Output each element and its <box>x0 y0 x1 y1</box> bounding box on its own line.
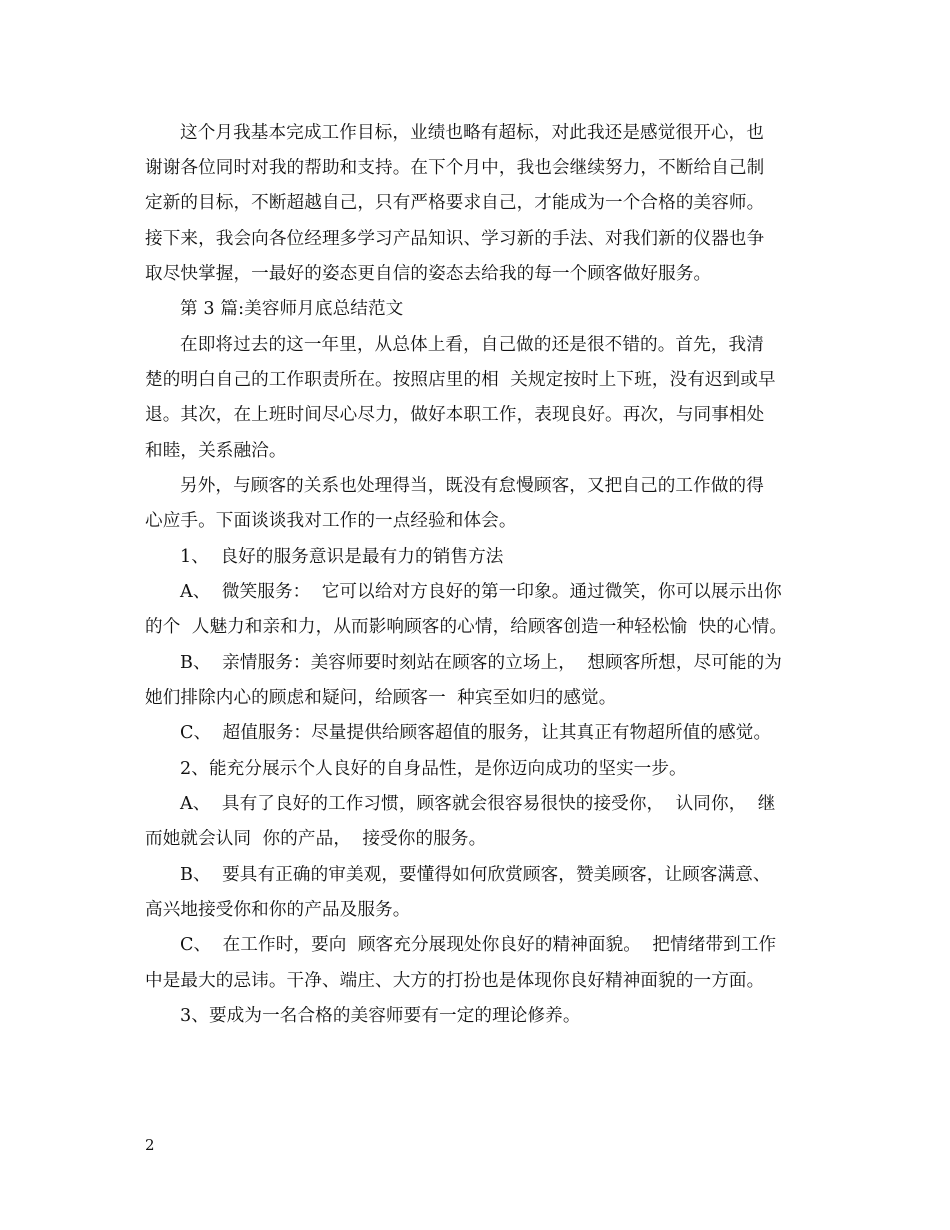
page-number: 2 <box>145 1136 155 1154</box>
text-line: 的个 人魅力和亲和力，从而影响顾客的心情，给顾客创造一种轻松愉 快的心情。 <box>145 617 788 637</box>
text-line: 她们排除内心的顾虑和疑问，给顾客一 种宾至如归的感觉。 <box>145 688 617 708</box>
text-line: 谢谢各位同时对我的帮助和支持。在下个月中，我也会继续努力，不断给自己制 <box>145 158 765 178</box>
text-line: 另外，与顾客的关系也处理得当，既没有怠慢顾客，又把自己的工作做的得 <box>180 476 764 496</box>
text-line: 楚的明白自己的工作职责所在。按照店里的相 关规定按时上下班，没有迟到或早 <box>145 370 776 390</box>
section-heading: 第 3 篇:美容师月底总结范文 <box>180 299 404 319</box>
text-line: B、 亲情服务：美容师要时刻站在顾客的立场上， 想顾客所想，尽可能的为 <box>180 653 783 673</box>
text-line: 接下来，我会向各位经理多学习产品知识、学习新的手法、对我们新的仪器也争 <box>145 229 765 249</box>
text-line: A、 微笑服务： 它可以给对方良好的第一印象。通过微笑，你可以展示出你 <box>180 582 782 602</box>
text-line: 这个月我基本完成工作目标，业绩也略有超标，对此我还是感觉很开心，也 <box>180 123 764 143</box>
text-line: 退。其次，在上班时间尽心尽力，做好本职工作，表现良好。再次，与同事相处 <box>145 405 765 425</box>
text-line: 在即将过去的这一年里，从总体上看，自己做的还是很不错的。首先，我清 <box>180 335 764 355</box>
text-line: B、 要具有正确的审美观，要懂得如何欣赏顾客，赞美顾客，让顾客满意、 <box>180 865 771 885</box>
text-line: C、 超值服务：尽量提供给顾客超值的服务，让其真正有物超所值的感觉。 <box>180 723 772 743</box>
text-line: A、 具有了良好的工作习惯，顾客就会很容易很快的接受你， 认同你， 继 <box>180 794 776 814</box>
list-heading: 2、能充分展示个人良好的自身品性，是你迈向成功的坚实一步。 <box>180 759 687 779</box>
text-line: C、 在工作时，要向 顾客充分展现处你良好的精神面貌。 把情绪带到工作 <box>180 935 777 955</box>
list-heading: 1、 良好的服务意识是最有力的销售方法 <box>180 547 504 567</box>
text-line: 定新的目标，不断超越自己，只有严格要求自己，才能成为一个合格的美容师。 <box>145 193 765 213</box>
text-line: 高兴地接受你和你的产品及服务。 <box>145 900 411 920</box>
list-heading: 3、要成为一名合格的美容师要有一定的理论修养。 <box>180 1006 581 1026</box>
text-line: 和睦，关系融洽。 <box>145 441 287 461</box>
text-line: 心应手。下面谈谈我对工作的一点经验和体会。 <box>145 511 517 531</box>
text-line: 取尽快掌握，一最好的姿态更自信的姿态去给我的每一个顾客做好服务。 <box>145 264 712 284</box>
text-line: 而她就会认同 你的产品， 接受你的服务。 <box>145 829 487 849</box>
text-line: 中是最大的忌讳。干净、端庄、大方的打扮也是体现你良好精神面貌的一方面。 <box>145 971 765 991</box>
